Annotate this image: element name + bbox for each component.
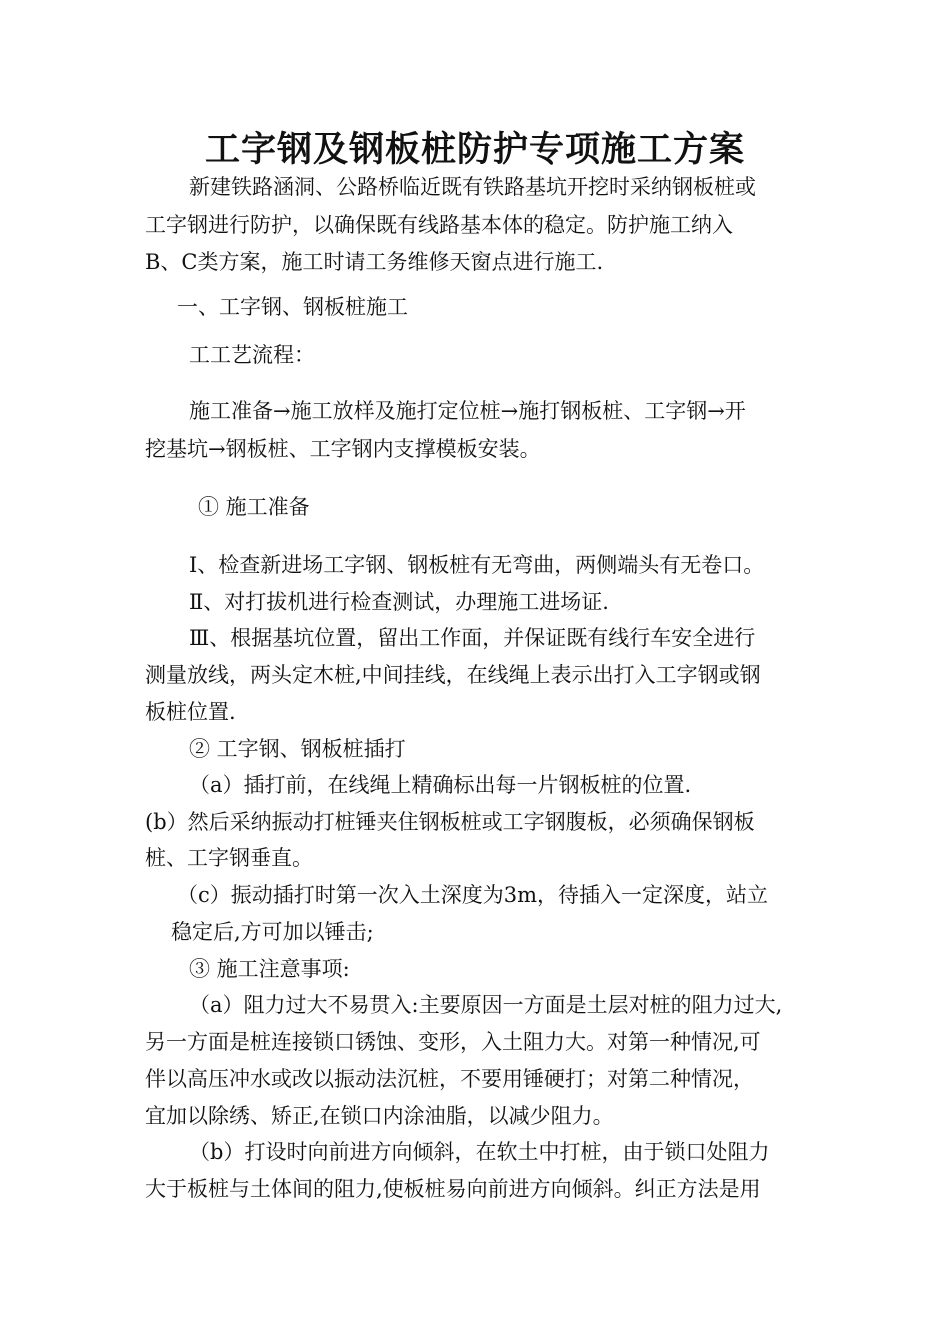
subsection-heading: ③ 施工注意事项: (189, 957, 350, 981)
paragraph-line: 伴以高压冲水或改以振动法沉桩，不要用锤硬打；对第二种情况， (145, 1067, 754, 1091)
section-heading: 一、工字钢、钢板桩施工 (177, 295, 408, 319)
paragraph-line: 工字钢进行防护，以确保既有线路基本体的稳定。防护施工纳入 (145, 213, 733, 237)
paragraph-line: 桩、工字钢垂直。 (145, 846, 313, 870)
paragraph-line: 测量放线，两头定木桩,中间挂线，在线绳上表示出打入工字钢或钢 (145, 663, 761, 687)
paragraph-line: （a）阻力过大不易贯入:主要原因一方面是土层对桩的阻力过大, (189, 993, 783, 1017)
paragraph-line: （a）插打前，在线绳上精确标出每一片钢板桩的位置. (189, 773, 692, 797)
document-title: 工字钢及钢板桩防护专项施工方案 (204, 129, 745, 170)
paragraph-line: 工工艺流程： (189, 343, 315, 367)
paragraph-line: （c）振动插打时第一次入土深度为3m，待插入一定深度，站立 (177, 883, 769, 907)
paragraph-line: Ⅰ、检查新进场工字钢、钢板桩有无弯曲，两侧端头有无卷口。 (189, 553, 765, 577)
paragraph-line: 大于板桩与土体间的阻力,使板桩易向前进方向倾斜。纠正方法是用 (145, 1177, 761, 1201)
paragraph-line: 另一方面是桩连接锁口锈蚀、变形，入土阻力大。对第一种情况,可 (145, 1030, 761, 1054)
paragraph-line: Ⅱ、对打拔机进行检查测试，办理施工进场证. (189, 590, 609, 614)
paragraph-line: B、C类方案，施工时请工务维修天窗点进行施工. (145, 250, 604, 274)
paragraph-line: 施工准备→施工放样及施打定位桩→施打钢板桩、工字钢→开 (189, 399, 746, 423)
paragraph-line: 新建铁路涵洞、公路桥临近既有铁路基坑开挖时采纳钢板桩或 (189, 175, 756, 199)
paragraph-line: 板桩位置. (145, 700, 236, 724)
subsection-heading: ① 施工准备 (198, 495, 310, 519)
paragraph-line: （b）打设时向前进方向倾斜，在软土中打桩，由于锁口处阻力 (189, 1140, 770, 1164)
paragraph-line: 挖基坑→钢板桩、工字钢内支撑模板安装。 (145, 437, 541, 461)
paragraph-line: 稳定后,方可加以锤击; (171, 920, 374, 944)
paragraph-line: 宜加以除绣、矫正,在锁口内涂油脂，以减少阻力。 (145, 1104, 614, 1128)
paragraph-line: (b）然后采纳振动打桩锤夹住钢板桩或工字钢腹板，必须确保钢板 (145, 810, 755, 834)
paragraph-line: Ⅲ、根据基坑位置，留出工作面，并保证既有线行车安全进行 (189, 626, 756, 650)
subsection-heading: ② 工字钢、钢板桩插打 (189, 737, 406, 761)
